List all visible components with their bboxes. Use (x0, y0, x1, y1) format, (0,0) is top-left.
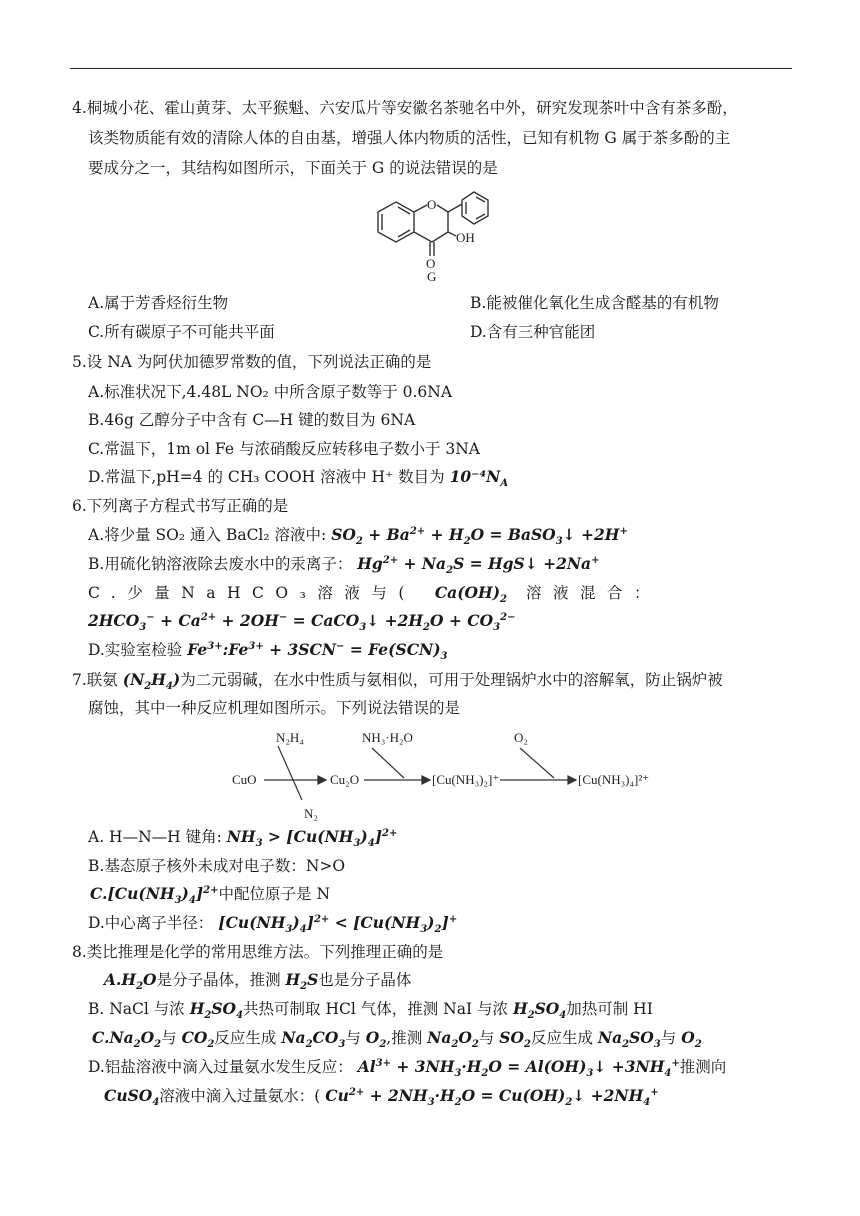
q8-option-d-line1: D.铝盐溶液中滴入过量氨水发生反应： $Al^{3+} + 3NH_3\cdot H_2O$ = $Al(OH)_3↓ +3NH_4^+$推测向 (88, 1057, 727, 1080)
q7-option-a: A. H—N—H 键角: $NH_3 > [Cu(NH_3)_4]^{2+}$ (88, 827, 398, 850)
reagent-ammonia: NH₃·H₂O (362, 730, 413, 745)
q4-option-b: B.能被催化氧化生成含醛基的有机物 (470, 294, 719, 312)
intermediate-cu2o: Cu₂O (330, 772, 360, 787)
q5-option-a: A.标准状况下,4.48L NO₂ 中所含原子数等于 0.6NA (88, 383, 453, 401)
q5-option-b: B.46g 乙醇分子中含有 C—H 键的数目为 6NA (88, 411, 416, 429)
product-n2: N₂ (304, 806, 318, 821)
q6-option-b: B.用硫化钠溶液除去废水中的汞离子： $Hg^{2+} + Na_2S$ = HgS↓ +2Na+ (88, 554, 600, 577)
carbonyl-oxygen-label: O (426, 256, 436, 271)
q6-option-d: D.实验室检验 $Fe^{3+}:Fe^{3+} + 3SCN^- = Fe(SCN)_3$ (88, 640, 448, 663)
q6-stem: 6.下列离子方程式书写正确的是 (72, 497, 289, 515)
q4-stem-line1: 4.桐城小花、霍山黄芽、太平猴魁、六安瓜片等安徽名茶驰名中外，研究发现茶叶中含有茶多酚， (72, 99, 738, 117)
reagent-o2: O₂ (514, 730, 528, 745)
q7-stem-line2: 腐蚀，其中一种反应机理如图所示。下列说法错误的是 (88, 699, 461, 717)
q8-option-c: $C.Na_2O_2$与 $CO_2$反应生成 $Na_2CO_3$与 $O_2$,推测 $Na_2O_2$与 $SO_2$反应生成 $Na_2SO_3$与 $O_2$ (92, 1028, 702, 1051)
q8-option-d-line2: CuSO$_4$溶液中滴入过量氨水：( $Cu^{2+} + 2NH_3\cdot H_2O$ = $Cu(OH)_2↓ +2NH_4^+$ (104, 1086, 659, 1109)
q5-option-d-formula: $10^{-4}N_A$ (449, 467, 509, 490)
q6-option-a: A.将少量 SO₂ 通入 BaCl₂ 溶液中: $SO_2 + Ba^{2+} + H_2O$ = BaSO$_3$↓ +2H+ (88, 525, 628, 548)
q4-option-a: A.属于芳香烃衍生物 (88, 294, 229, 312)
q8-option-a: $A.H_2O$是分子晶体，推测 $H_2S$也是分子晶体 (104, 970, 412, 993)
q5-stem: 5.设 NA 为阿伏加德罗常数的值，下列说法正确的是 (72, 353, 432, 371)
header-rule (70, 68, 792, 69)
complex-cu-nh3-4: [Cu(NH₃)₄]²⁺ (578, 772, 650, 787)
reaction-mechanism-diagram (232, 722, 652, 826)
q6-option-c-line1: C.少量NaHCO₃溶液与( $Ca(OH)_2$ 溶液混合： (88, 583, 661, 606)
q7-option-d: D.中心离子半径： $[Cu(NH_3)_4]^{2+} < [Cu(NH_3)_2]^+$ (88, 913, 458, 936)
q7-option-c: $C.[Cu(NH_3)_4]^{2+}$中配位原子是 N (90, 884, 331, 907)
compound-label: G (427, 269, 437, 282)
q8-stem: 8.类比推理是化学的常用思维方法。下列推理正确的是 (72, 943, 444, 961)
ring-oxygen-label: O (427, 197, 437, 212)
q5-option-c: C.常温下，1m ol Fe 与浓硝酸反应转移电子数小于 3NA (88, 440, 480, 458)
reagent-n2h4: N₂H₄ (276, 730, 304, 745)
q6-option-c-line2: $2HCO_3^- + Ca^{2+} + 2OH^-$ = CaCO$_3$↓ $+2H_2O + CO_3^{2-}$ (88, 611, 516, 634)
reactant-cuo: CuO (232, 772, 257, 787)
q4-stem-line3: 要成分之一，其结构如图所示，下面关于 G 的说法错误的是 (88, 159, 498, 177)
q5-option-d (88, 467, 509, 490)
q4-option-c: C.所有碳原子不可能共平面 (88, 323, 275, 341)
q7-option-b: B.基态原子核外未成对电子数：N>O (88, 857, 346, 875)
complex-cu-nh3-2: [Cu(NH₃)₂]⁺ (432, 772, 500, 787)
q7-stem-line1: 7.联氨 $(N_2H_4)$为二元弱碱，在水中性质与氨相似，可用于处理锅炉水中的溶解氧，防止锅炉被 (72, 670, 723, 693)
q4-option-d: D.含有三种官能团 (470, 323, 596, 341)
q8-option-b: B. NaCl 与浓 $H_2SO_4$共热可制取 HCl 气体，推测 NaI 与浓 $H_2SO_4$加热可制 HI (88, 999, 653, 1022)
q4-stem-line2: 该类物质能有效的清除人体的自由基，增强人体内物质的活性，已知有机物 G 属于茶多酚的主 (88, 129, 731, 147)
compound-g-structure (372, 190, 498, 282)
q5-option-d-text: D.常温下,pH=4 的 CH₃ COOH 溶液中 H⁺ 数目为 (88, 468, 445, 486)
hydroxyl-label: OH (456, 230, 475, 245)
